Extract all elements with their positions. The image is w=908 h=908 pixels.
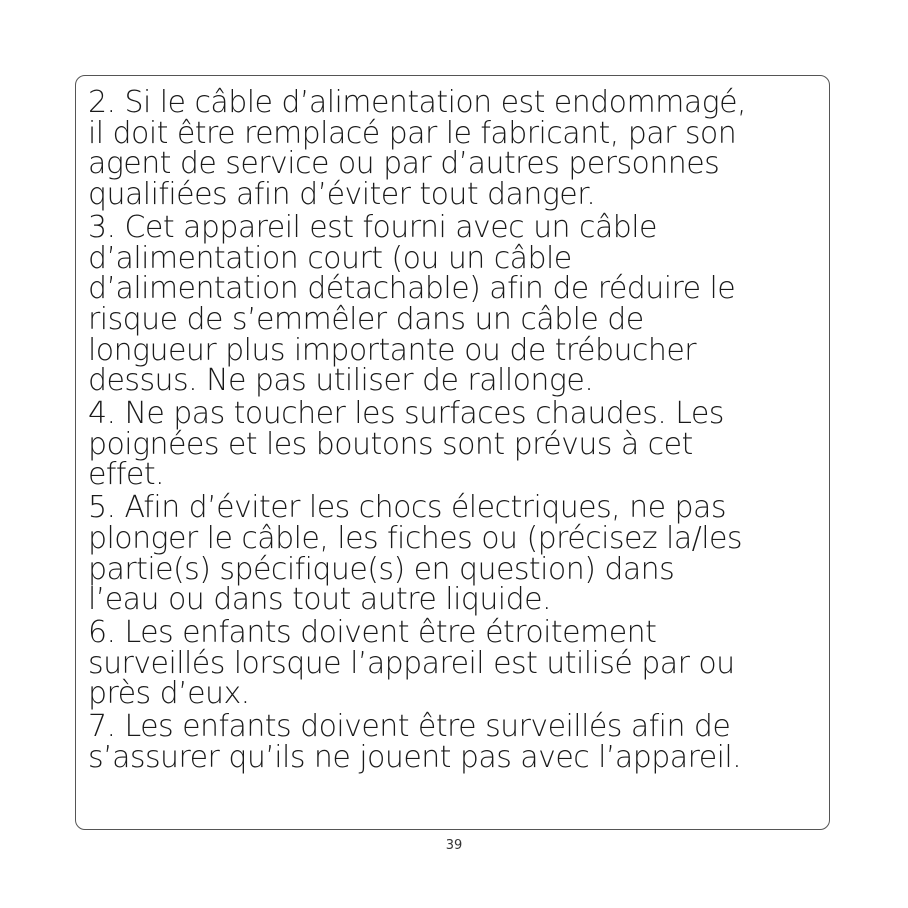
text-line: risque de s’emmêler dans un câble de: [88, 301, 644, 337]
instruction-3: [88, 209, 817, 399]
text-line: effet.: [88, 457, 165, 493]
text-line: d’alimentation détachable) afin de réduire le: [88, 271, 736, 307]
text-line: 6. Les enfants doivent être étroitement: [88, 614, 657, 650]
text-line: s’assurer qu’ils ne jouent pas avec l’appareil.: [88, 739, 742, 775]
safety-instructions-box: [75, 75, 830, 830]
text-line: 2. Si le câble d’alimentation est endommagé,: [88, 85, 747, 120]
text-line: l’eau ou dans tout autre liquide.: [88, 582, 551, 618]
text-line: il doit être remplacé par le fabricant, par son: [88, 115, 737, 151]
instruction-6: [88, 614, 817, 712]
text-line: plonger le câble, les fiches ou (précisez la/les: [88, 520, 743, 556]
instruction-4: [88, 396, 817, 493]
text-line: surveillés lorsque l’appareil est utilisé par ou: [88, 645, 735, 681]
instruction-7: [88, 709, 817, 775]
text-line: 7. Les enfants doivent être surveillés afin de: [88, 709, 731, 745]
text-line: 4. Ne pas toucher les surfaces chaudes. Les: [88, 396, 724, 432]
text-line: qualifiées afin d’éviter tout danger.: [88, 177, 596, 213]
text-line: poignées et les boutons sont prévus à cet: [88, 426, 693, 462]
page-number: 39: [445, 838, 463, 853]
text-line: dessus. Ne pas utiliser de rallonge.: [88, 363, 594, 399]
text-line: agent de service ou par d’autres personnes: [88, 146, 720, 182]
text-line: 3. Cet appareil est fourni avec un câble: [88, 209, 657, 245]
instruction-5: [88, 490, 817, 618]
text-line: partie(s) spécifique(s) en question) dans: [88, 551, 675, 587]
instruction-2: [88, 85, 817, 213]
text-line: d’alimentation court (ou un câble: [88, 240, 572, 276]
text-line: 5. Afin d’éviter les chocs électriques, ne pas: [88, 490, 726, 526]
text-line: longueur plus importante ou de trébucher: [88, 332, 697, 368]
text-line: près d’eux.: [88, 676, 250, 712]
